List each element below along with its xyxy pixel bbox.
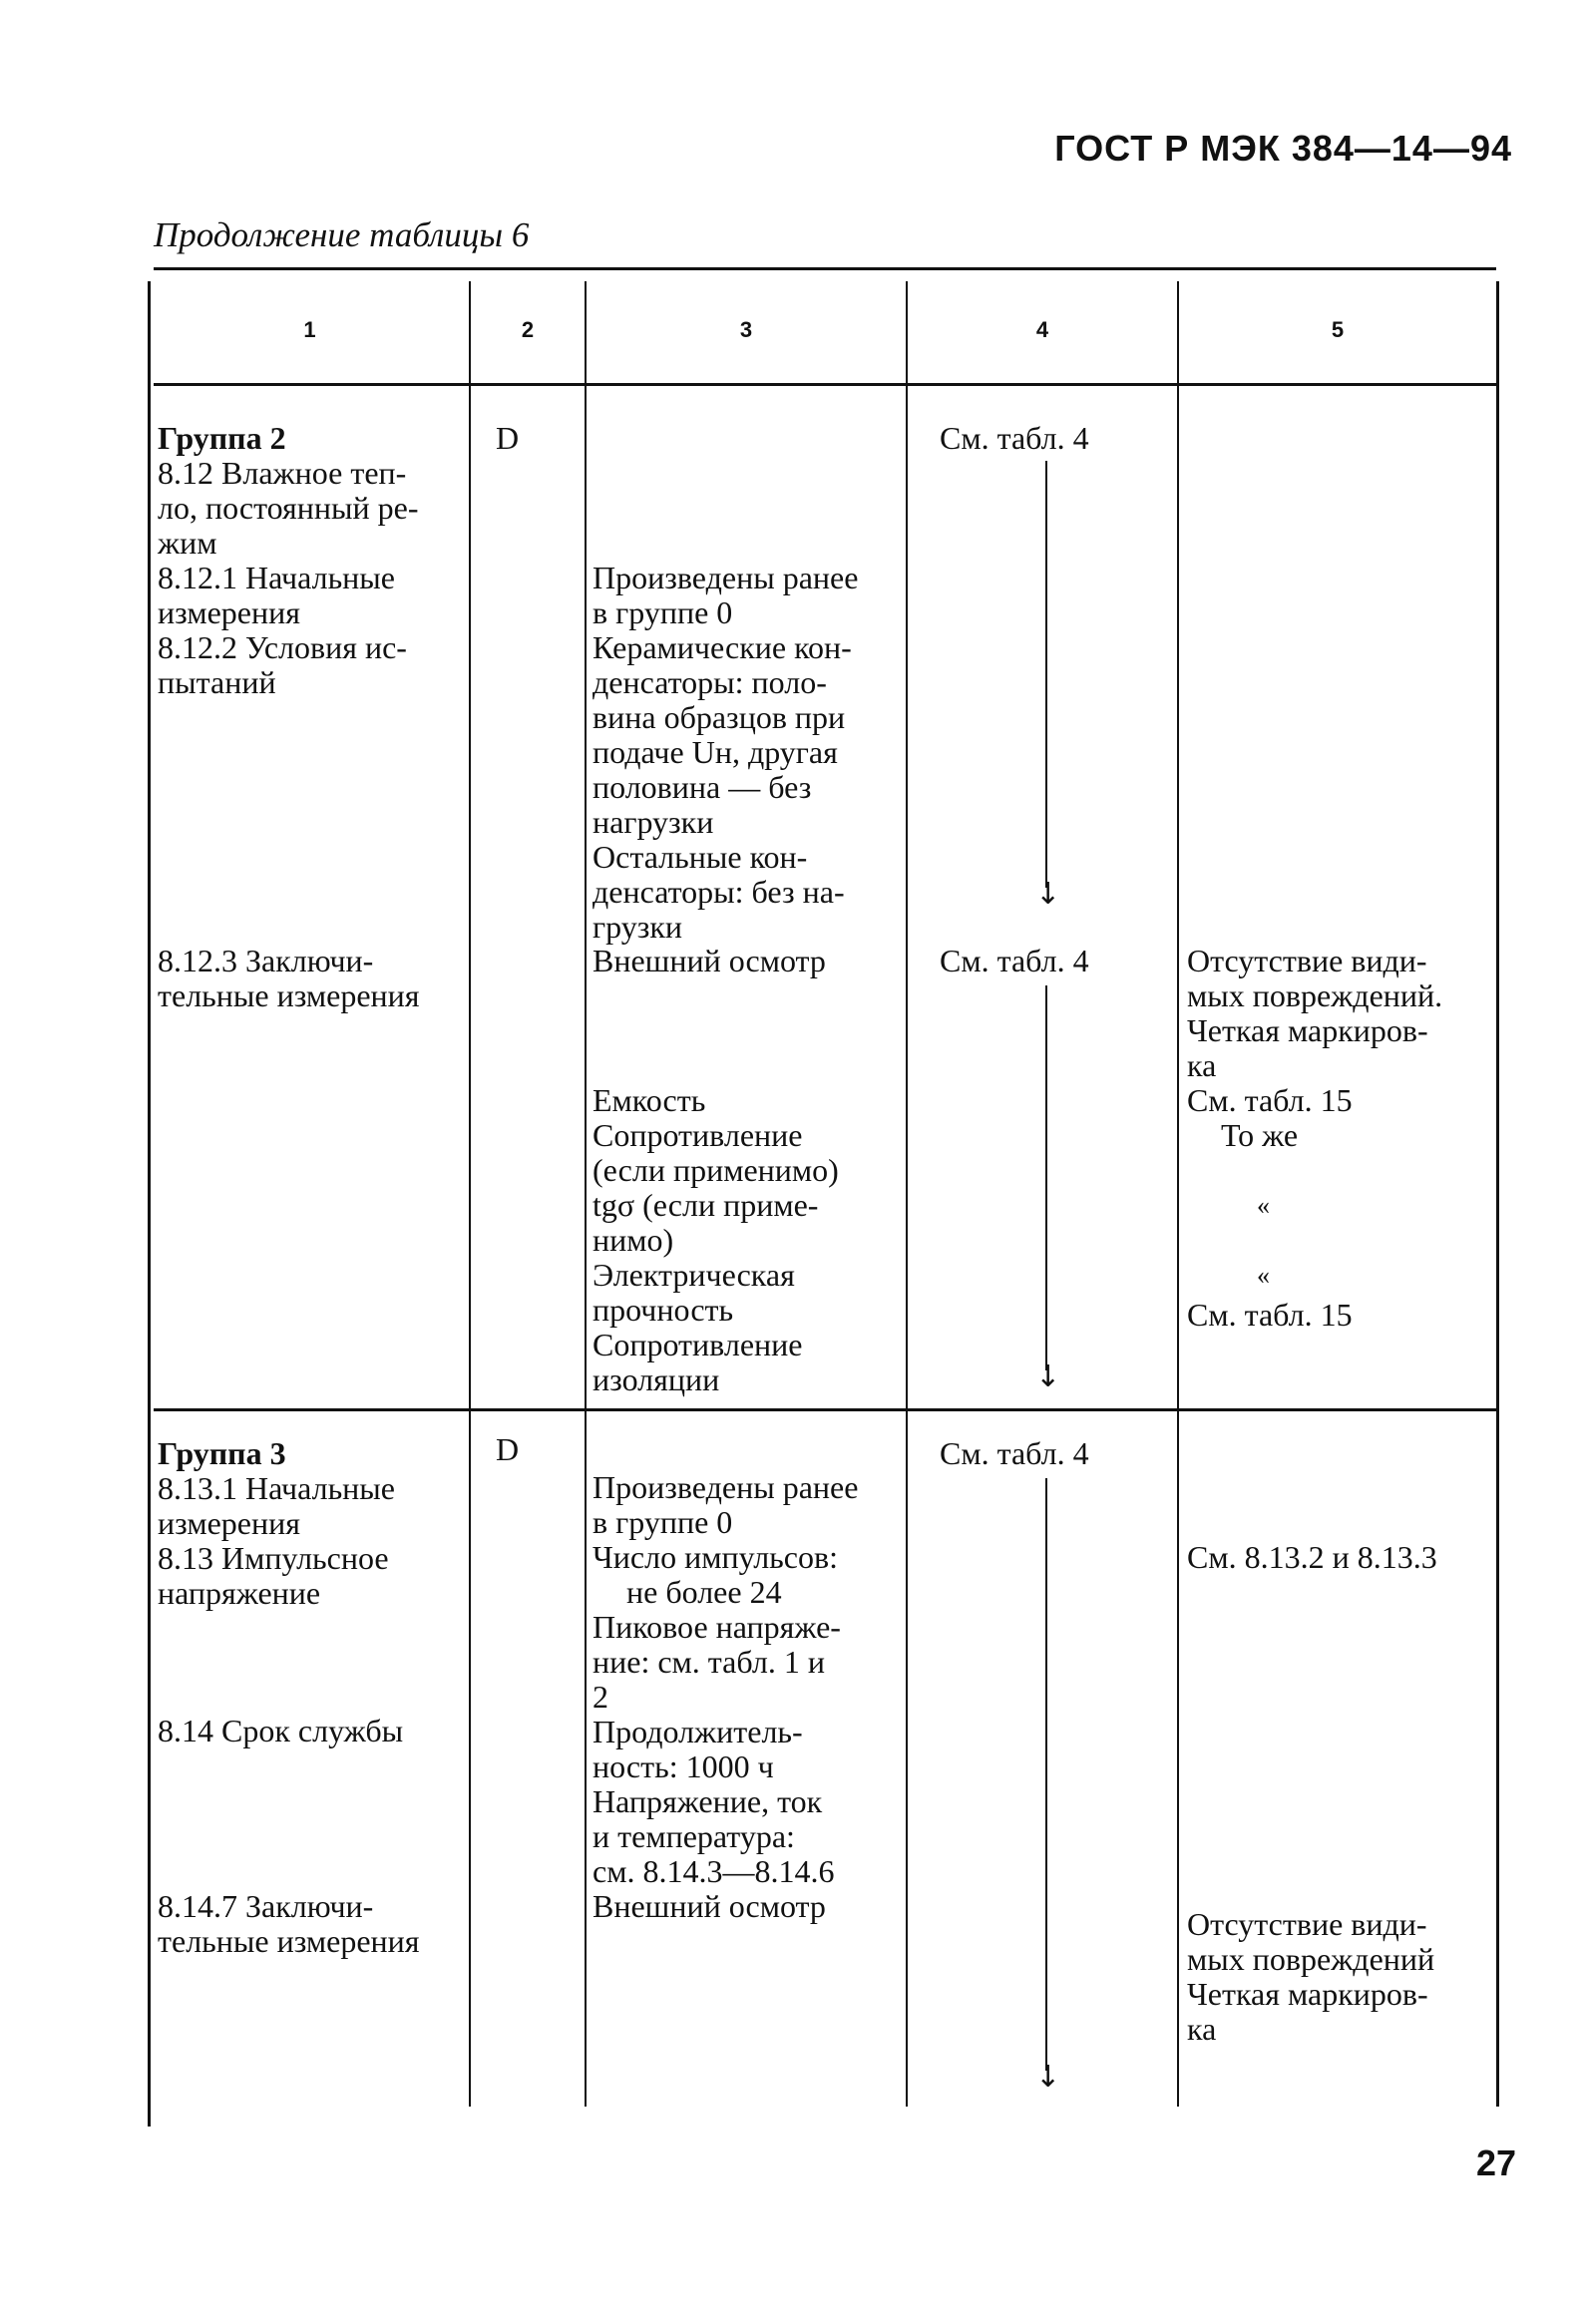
column-header-2: 2 [521,317,535,342]
down-arrow-icon: ↓ [1035,2060,1061,2095]
group2-col3-visual: Внешний осмотр [593,943,826,978]
group2-col5-requirements: Отсутствие види- мых повреждений. Четкая маркиров- ка [1187,943,1443,1083]
group3-col3-conditions: Произведены ранее в группе 0 Число импульсов: не более 24 Пиковое напряже- ние: см. табл. 1 и 2 Продолжитель- ность: 1000 ч Напряжение, ток и температура: см. 8.14.3—8.14.6 Внешний осмотр [593,1469,859,1924]
group2-col2-code: D [496,420,520,456]
group3-col5-refs: См. 8.13.2 и 8.13.3 [1187,1539,1437,1575]
continuation-arrow-line [1045,461,1047,888]
down-arrow-icon: ↓ [1035,1359,1061,1394]
continuation-arrow-line [1045,1478,1047,2071]
column-header-4: 4 [1035,317,1049,342]
group3-col2-code: D [496,1431,520,1467]
down-arrow-icon: ↓ [1035,877,1061,912]
group3-col1-final: 8.14.7 Заключи- тельные измерения [158,1888,420,1959]
table-caption: Продолжение таблицы 6 [154,215,530,254]
continuation-arrow-line [1045,985,1047,1370]
document-header: ГОСТ Р МЭК 384—14—94 [1054,128,1512,169]
group2-col3-conditions: Произведены ранее в группе 0 Керамические кон- денсаторы: поло- вина образцов при подаче Uн, другая половина — без нагрузки Остальные кон- денсаторы: без на- грузки [593,560,859,945]
group3-col4-ref-top: См. табл. 4 [940,1435,1089,1471]
group2-col1-tests: Группа 2 8.12 Влажное теп- ло, постоянный ре- жим 8.12.1 Начальные измерения 8.12.2 Условия ис- пытаний [158,420,419,700]
group3-col1-tests: Группа 3 8.13.1 Начальные измерения 8.13 Импульсное напряжение [158,1435,395,1611]
group2-col4-ref-top: См. табл. 4 [940,420,1089,456]
column-header-3: 3 [739,317,753,342]
group2-col1-final: 8.12.3 Заключи- тельные измерения [158,943,420,1013]
group2-col3-measurements: Емкость Сопротивление (если применимо) tgσ (если приме- нимо) Электрическая прочность Сопротивление изоляции [593,1082,839,1397]
page-number: 27 [1475,2142,1516,2183]
group3-col1-service-life: 8.14 Срок службы [158,1713,404,1748]
column-header-1: 1 [303,317,316,342]
group3-col5-requirements: Отсутствие види- мых повреждений Четкая маркиров- ка [1187,1906,1435,2047]
group2-col5-measurement-refs: См. табл. 15 То же « « См. табл. 15 [1187,1082,1353,1333]
column-header-5: 5 [1331,317,1345,342]
group2-col4-ref-mid: См. табл. 4 [940,943,1089,978]
